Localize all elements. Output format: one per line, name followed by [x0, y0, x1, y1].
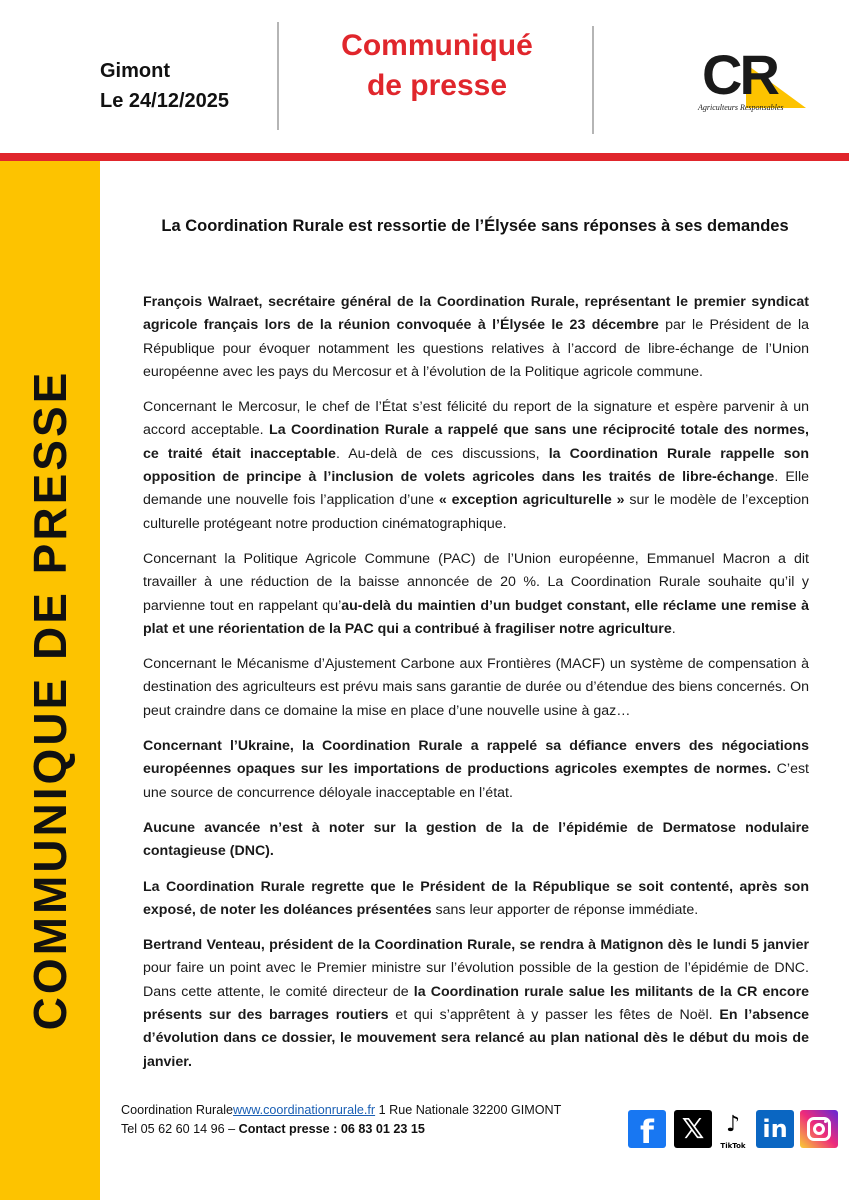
- logo-tagline: Agriculteurs Responsables: [698, 103, 784, 112]
- date: Le 24/12/2025: [100, 90, 229, 112]
- bold-text: La Coordination Rurale regrette que le Président de la République se soit contenté, après son exposé, de noter les doléances présentées: [143, 878, 809, 918]
- bold-text: Bertrand Venteau, président de la Coordination Rurale, se rendra à Matignon dès le lundi 5 janvier: [143, 937, 809, 954]
- press-release-heading: [282, 26, 592, 106]
- paragraph: [143, 817, 809, 864]
- logo-letters: CR: [702, 43, 777, 106]
- text: Concernant la Politique Agricole Commune (PAC) de l’Union européenne, Emmanuel Macron a dit travailler à une réduction de la baisse annoncée de 20 %. La Coordination Rurale souhaite qu’il y parvienne tout en rappelant qu’: [143, 550, 809, 614]
- bold-text: François Walraet, secrétaire général de la Coordination Rurale, représentant le premier syndicat agricole français lors de la réunion convoquée à l’Élysée le 23 décembre: [143, 294, 809, 334]
- bold-text: au-delà du maintien d’un budget constant, elle réclame une remise à plat et une réorientation de la PAC qui a contribué à fragiliser notre agriculture: [143, 597, 809, 637]
- footer-press-contact: Contact presse : 06 83 01 23 15: [238, 1122, 425, 1136]
- heading-line-1: Communiqué: [341, 29, 533, 62]
- text: pour faire un point avec le Premier ministre sur l’évolution possible de la gestion de l’épidémie de DNC. Dans cette attente, le comité directeur de: [143, 960, 809, 1000]
- instagram-icon[interactable]: [800, 1110, 838, 1148]
- text: C’est une source de concurrence déloyale inacceptable en l’état.: [143, 761, 810, 801]
- tiktok-icon[interactable]: [718, 1110, 748, 1148]
- paragraph: [143, 876, 809, 923]
- website-link[interactable]: www.coordinationrurale.fr: [233, 1103, 376, 1117]
- paragraph: [143, 653, 809, 723]
- bold-text: la Coordination rurale salue les militants de la CR encore présents sur des barrages routiers: [143, 983, 809, 1024]
- text: par le Président de la République pour évoquer notamment les questions relatives à l’accord de libre-échange de l’Union européenne avec les pays du Mercosur et à l’évolution de la Politique agricole commune.: [143, 317, 809, 380]
- tiktok-glyph: ♪: [725, 1112, 741, 1137]
- location: Gimont: [100, 60, 170, 82]
- text: .: [671, 620, 676, 637]
- header-location-block: [100, 56, 270, 116]
- footer-line-1: [121, 1101, 611, 1120]
- sidebar-vertical-title: COMMUNIQUE DE PRESSE: [24, 369, 76, 1031]
- paragraph: [143, 735, 809, 805]
- facebook-icon[interactable]: f: [628, 1110, 666, 1148]
- text: sans leur apporter de réponse immédiate.: [431, 901, 699, 918]
- text: . Elle demande une nouvelle fois l’application d’une: [143, 469, 809, 509]
- document-title: La Coordination Rurale est ressortie de l’Élysée sans réponses à ses demandes: [161, 217, 789, 235]
- footer-contact: [121, 1101, 611, 1139]
- footer-tel: Tel 05 62 60 14 96 –: [121, 1122, 239, 1136]
- footer-line-2: [121, 1120, 611, 1139]
- paragraph: [143, 396, 809, 536]
- bold-text: « exception agriculturelle »: [438, 492, 625, 509]
- bold-text: La Coordination Rurale a rappelé que sans une réciprocité totale des normes, ce traité était inacceptable: [143, 422, 809, 462]
- header-red-rule: [0, 153, 849, 161]
- heading-line-2: de presse: [366, 69, 508, 102]
- text: sur le modèle de l’exception culturelle protégeant notre production cinématographique.: [143, 492, 809, 532]
- linkedin-icon[interactable]: in: [756, 1110, 794, 1148]
- paragraph: [143, 934, 809, 1074]
- article-body: [143, 291, 809, 1086]
- paragraph: [143, 548, 809, 641]
- footer-org: Coordination Rurale: [121, 1103, 234, 1117]
- cr-logo: [688, 38, 810, 118]
- bold-text: Aucune avancée n’est à noter sur la gestion de la de l’épidémie de Dermatose nodulaire contagieuse (DNC).: [143, 819, 809, 860]
- bold-text: la Coordination Rurale rappelle son opposition de principe à l’inclusion de volets agricoles dans les traités de libre-échange: [143, 445, 810, 486]
- paragraph: [143, 291, 809, 384]
- text: . Au-delà de ces discussions,: [335, 445, 549, 462]
- footer-address: 1 Rue Nationale 32200 GIMONT: [375, 1103, 562, 1117]
- text: et qui s’apprêtent à y passer les fêtes de Noël.: [388, 1007, 720, 1024]
- bold-text: En l’absence d’évolution dans ce dossier, le mouvement sera relancé au plan national dès le début du mois de janvier.: [143, 1007, 809, 1070]
- bold-text: Concernant l’Ukraine, la Coordination Rurale a rappelé sa défiance envers des négociations européennes opaques sur les importations de productions agricoles exemptes de normes.: [143, 738, 809, 778]
- tiktok-caption: TikTok: [720, 1142, 746, 1150]
- divider-left: [277, 22, 279, 130]
- x-icon[interactable]: 𝕏: [674, 1110, 712, 1148]
- text: Concernant le Mercosur, le chef de l’État s’est félicité du report de la signature et espère parvenir à un accord acceptable.: [143, 399, 809, 439]
- divider-right: [592, 26, 594, 134]
- text: Concernant le Mécanisme d’Ajustement Carbone aux Frontières (MACF) un système de compensation à destination des agriculteurs est prévu mais sans garantie de durée ou d’étendue des biens concernés. On peut craindre dans ce domaine la mise en place d’une nouvelle usine à gaz…: [143, 656, 809, 719]
